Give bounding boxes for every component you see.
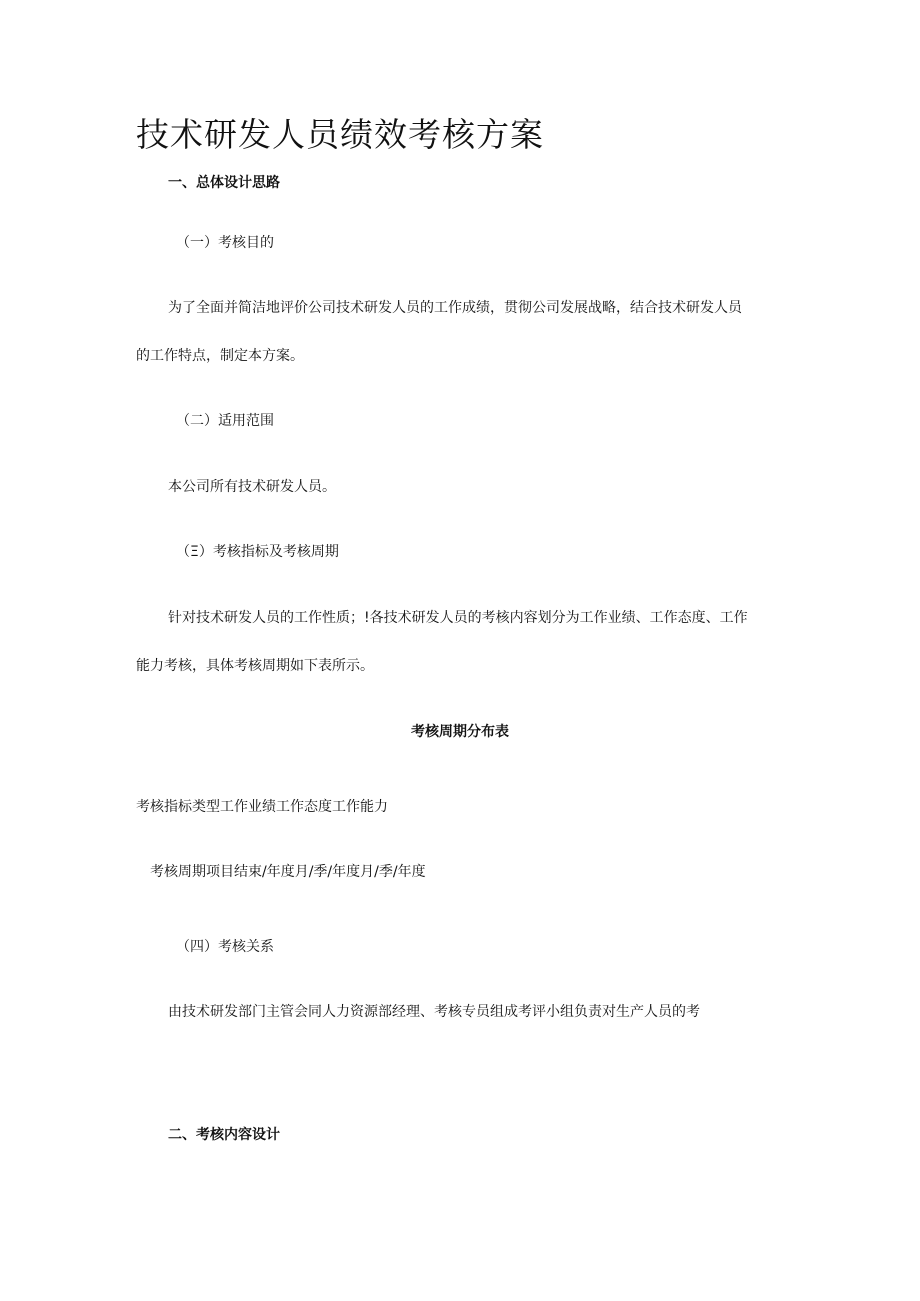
subheading-scope: （二）适用范围 [176, 413, 274, 429]
table-row-cycles: 考核周期项目结束/年度月/季/年度月/季/年度 [150, 864, 426, 880]
paragraph-scope: 本公司所有技术研发人员。 [168, 479, 336, 495]
paragraph-relationship: 由技术研发部门主管会同人力资源部经理、考核专员组成考评小组负责对生产人员的考 [168, 1004, 700, 1020]
subheading-relationship: （四）考核关系 [176, 939, 274, 955]
paragraph-indicators-line2: 能力考核，具体考核周期如下表所示。 [136, 658, 374, 674]
paragraph-purpose-line1: 为了全面并简洁地评价公司技术研发人员的工作成绩，贯彻公司发展战略，结合技术研发人员 [168, 300, 742, 316]
subheading-purpose: （一）考核目的 [176, 235, 274, 251]
table-caption: 考核周期分布表 [411, 724, 509, 740]
paragraph-purpose-line2: 的工作特点，制定本方案。 [136, 348, 304, 364]
subheading-indicators-and-cycle: （Ξ）考核指标及考核周期 [176, 544, 339, 560]
table-row-indicator-types: 考核指标类型工作业绩工作态度工作能力 [136, 799, 388, 815]
paragraph-indicators-line1: 针对技术研发人员的工作性质；!各技术研发人员的考核内容划分为工作业绩、工作态度、工作 [168, 610, 748, 626]
section-heading-content-design: 二、考核内容设计 [168, 1127, 280, 1143]
section-heading-overall-design: 一、总体设计思路 [168, 175, 280, 191]
document-title: 技术研发人员绩效考核方案 [136, 115, 544, 154]
